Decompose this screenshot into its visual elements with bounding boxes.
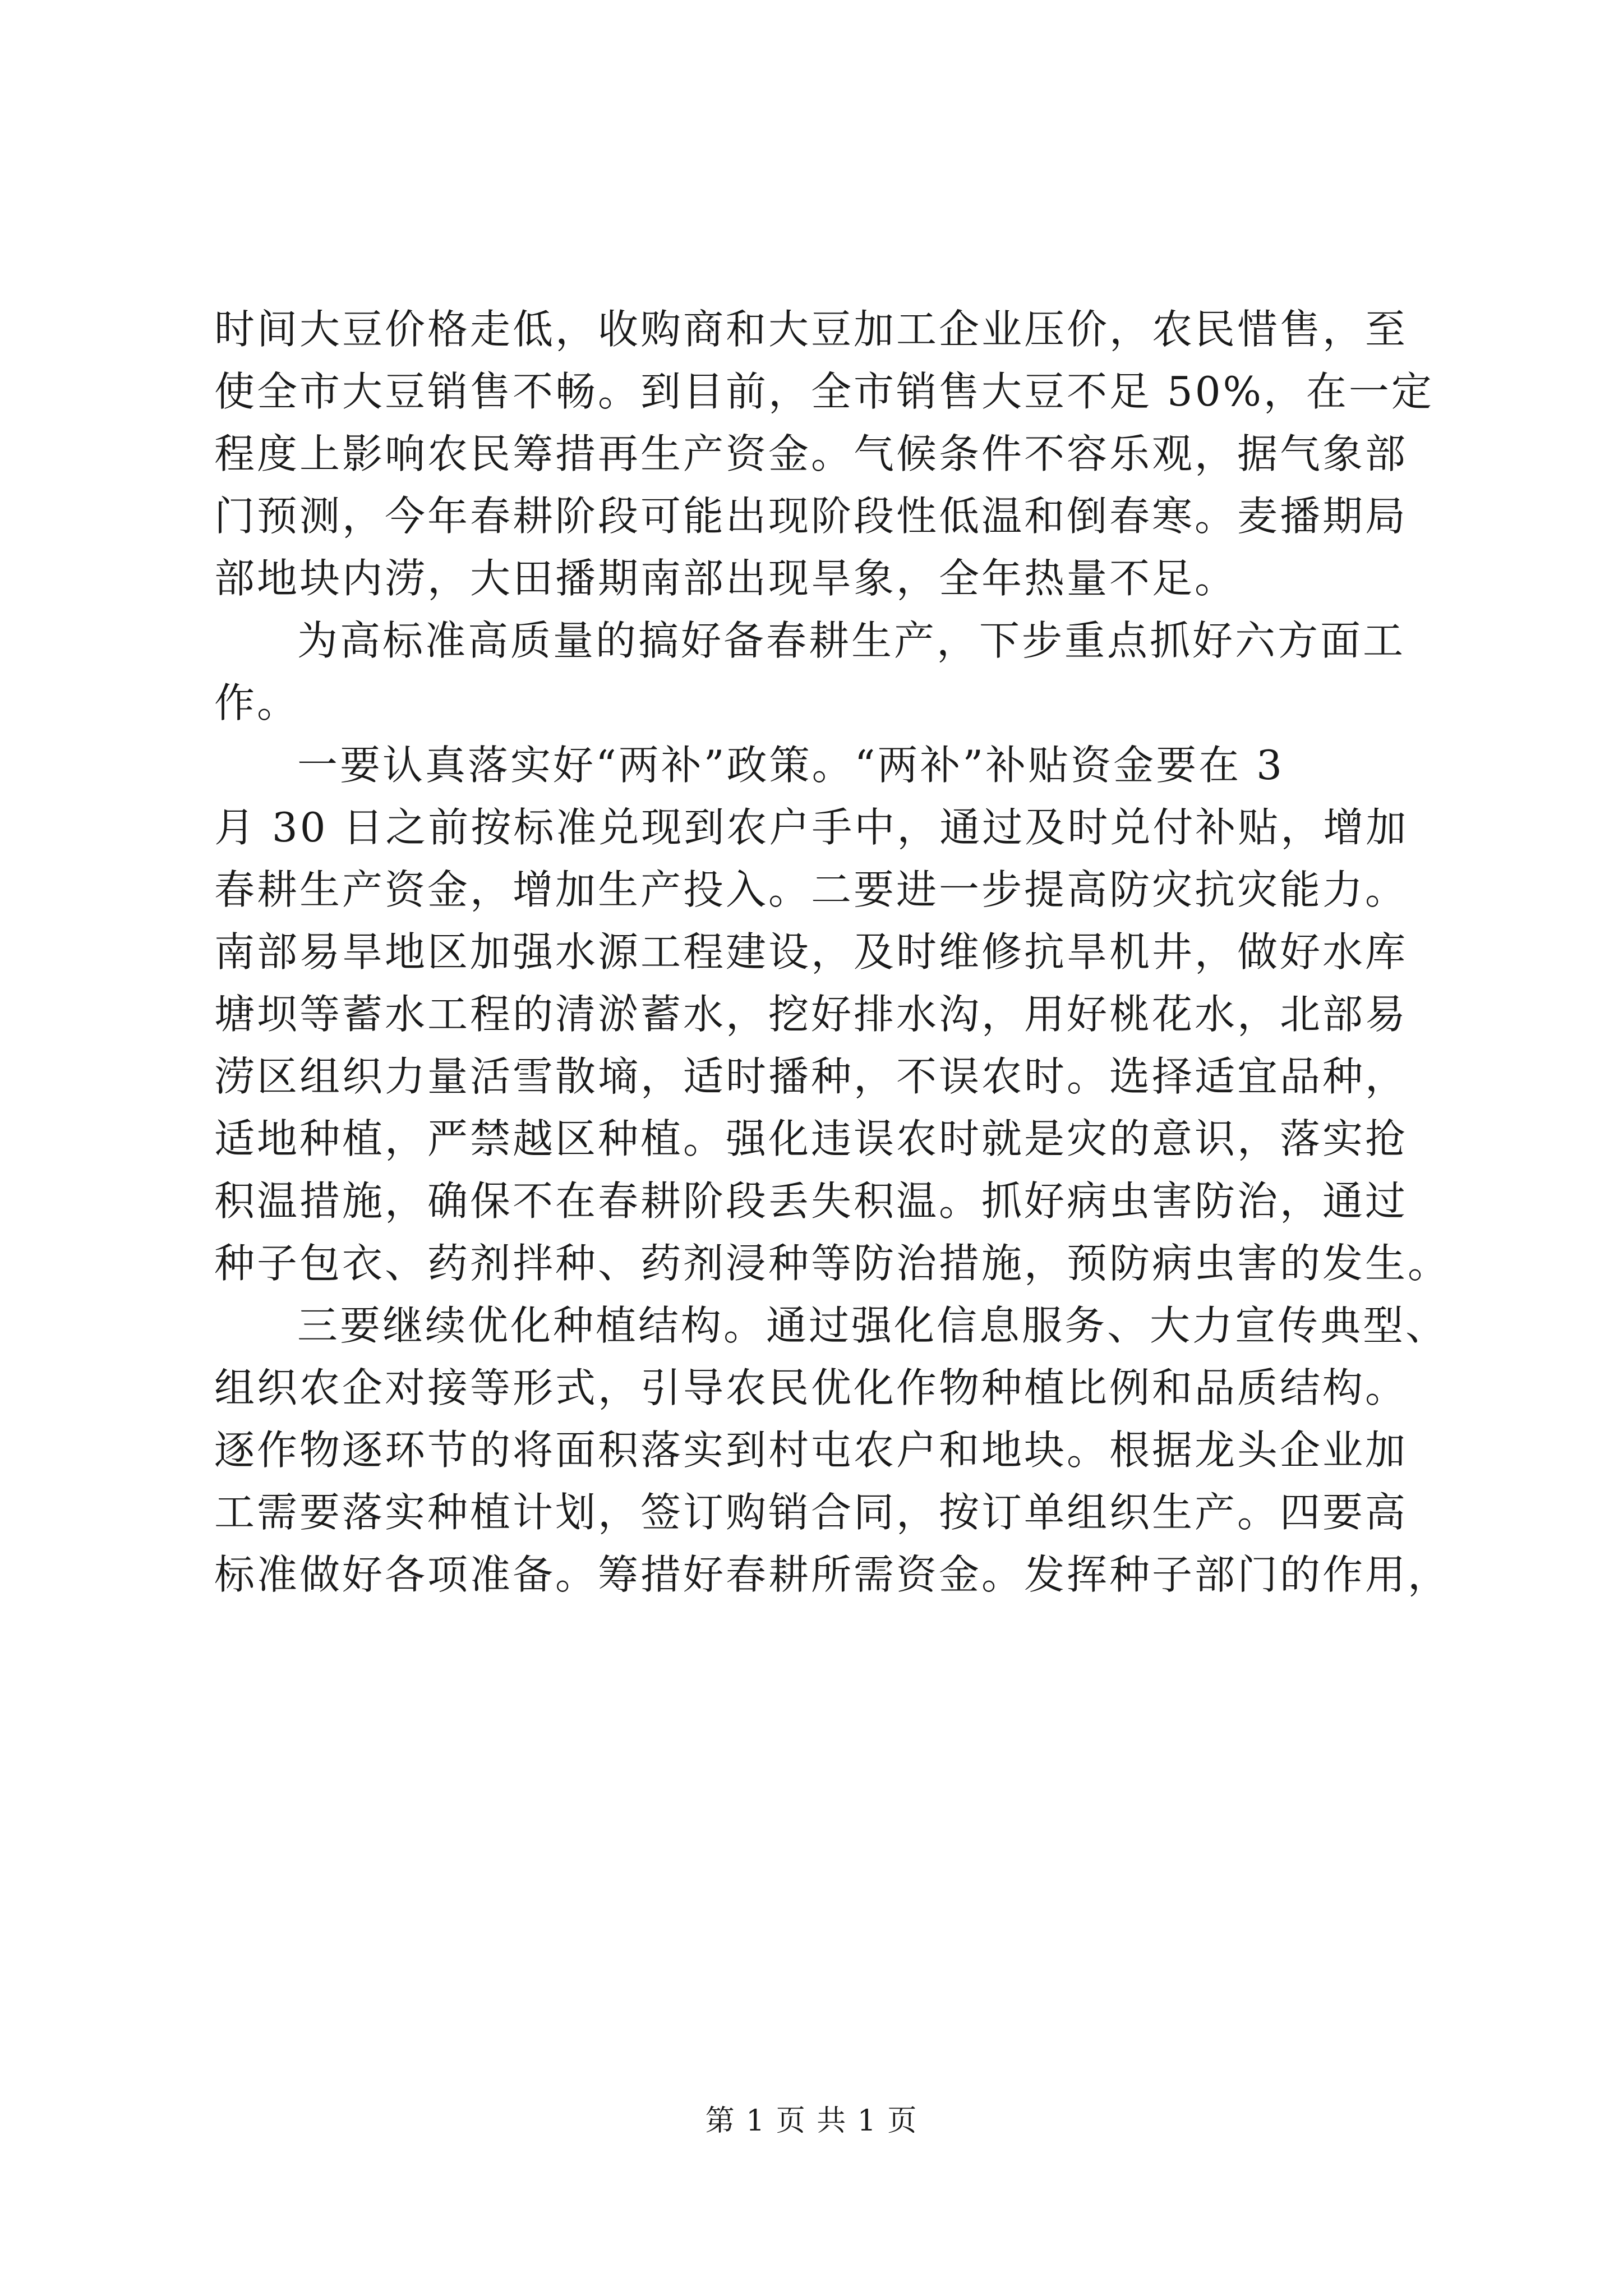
text-line: 程度上影响农民筹措再生产资金。气候条件不容乐观，据气象部 — [214, 430, 1408, 477]
text-line: 种子包衣、药剂拌种、药剂浸种等防治措施，预防病虫害的发生。 — [214, 1240, 1451, 1287]
text-line: 积温措施，确保不在春耕阶段丢失积温。抓好病虫害防治，通过 — [214, 1177, 1408, 1225]
paragraph-first-line: 一要认真落实好“两补”政策。“两补”补贴资金要在 3 — [297, 742, 1284, 789]
paragraph-first-line: 为高标准高质量的搞好备春耕生产，下步重点抓好六方面工 — [297, 617, 1406, 664]
text-line: 涝区组织力量活雪散墒，适时播种，不误农时。选择适宜品种， — [214, 1053, 1408, 1100]
text-line: 标准做好各项准备。筹措好春耕所需资金。发挥种子部门的作用， — [214, 1551, 1451, 1598]
text-line: 组织农企对接等形式，引导农民优化作物种植比例和品质结构。 — [214, 1364, 1408, 1411]
text-line: 工需要落实种植计划，签订购销合同，按订单组织生产。四要高 — [214, 1489, 1408, 1536]
text-line: 作。 — [214, 679, 300, 726]
paragraph-first-line: 三要继续优化种植结构。通过强化信息服务、大力宣传典型、 — [297, 1302, 1449, 1349]
document-body — [214, 298, 1451, 1606]
text-line: 南部易旱地区加强水源工程建设，及时维修抗旱机井，做好水库 — [214, 928, 1408, 976]
text-line: 门预测，今年春耕阶段可能出现阶段性低温和倒春寒。麦播期局 — [214, 493, 1408, 540]
page-number-label: 第 1 页 共 1 页 — [705, 2104, 918, 2138]
page-footer — [0, 2097, 1623, 2139]
text-line: 塘坝等蓄水工程的清淤蓄水，挖好排水沟，用好桃花水，北部易 — [214, 991, 1408, 1038]
text-line: 使全市大豆销售不畅。到目前，全市销售大豆不足 50%，在一定 — [214, 368, 1434, 415]
text-line: 部地块内涝，大田播期南部出现旱象，全年热量不足。 — [214, 555, 1238, 602]
text-line: 时间大豆价格走低，收购商和大豆加工企业压价，农民惜售，至 — [214, 306, 1408, 353]
text-line: 逐作物逐环节的将面积落实到村屯农户和地块。根据龙头企业加 — [214, 1427, 1408, 1474]
text-line: 月 30 日之前按标准兑现到农户手中，通过及时兑付补贴，增加 — [214, 804, 1409, 851]
text-line: 春耕生产资金，增加生产投入。二要进一步提高防灾抗灾能力。 — [214, 866, 1408, 913]
text-line: 适地种植，严禁越区种植。强化违误农时就是灾的意识，落实抢 — [214, 1115, 1408, 1162]
